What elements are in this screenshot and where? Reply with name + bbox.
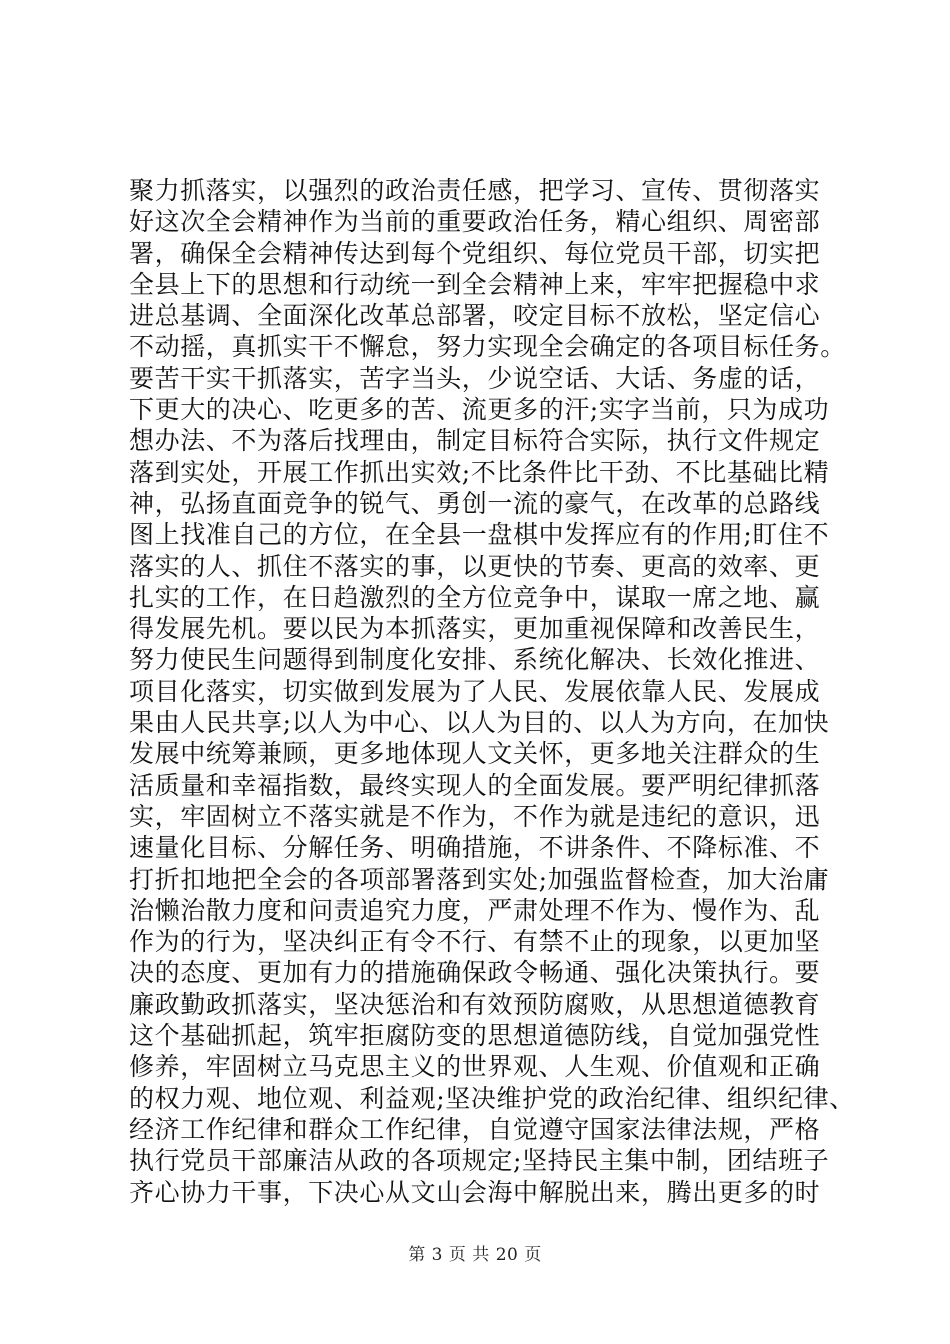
text-line: 得发展先机。要以民为本抓落实，更加重视保障和改善民生， [129,614,821,644]
text-line: 想办法、不为落后找理由，制定目标符合实际，执行文件规定 [129,426,821,456]
text-line: 聚力抓落实，以强烈的政治责任感，把学习、宣传、贯彻落实 [129,176,821,205]
body-text [129,175,855,1208]
text-line: 全县上下的思想和行动统一到全会精神上来，牢牢把握稳中求 [129,269,821,299]
text-line: 发展中统筹兼顾，更多地体现人文关怀，更多地关注群众的生 [129,739,821,769]
text-line: 决的态度、更加有力的措施确保政令畅通、强化决策执行。要 [129,958,821,988]
text-line: 实，牢固树立不落实就是不作为，不作为就是违纪的意识，迅 [129,801,821,831]
text-line: 修养，牢固树立马克思主义的世界观、人生观、价值观和正确 [129,1052,821,1082]
text-line: 不动摇，真抓实干不懈怠，努力实现全会确定的各项目标任务。 [129,332,846,362]
text-line: 努力使民生问题得到制度化安排、系统化解决、长效化推进、 [129,645,821,675]
text-line: 活质量和幸福指数，最终实现人的全面发展。要严明纪律抓落 [129,770,821,800]
text-line: 落到实处，开展工作抓出实效;不比条件比干劲、不比基础比精 [129,457,830,487]
text-line: 扎实的工作，在日趋激烈的全方位竞争中，谋取一席之地、赢 [129,582,821,612]
text-line: 署，确保全会精神传达到每个党组织、每位党员干部，切实把 [129,238,821,268]
text-line: 下更大的决心、吃更多的苦、流更多的汗;实字当前，只为成功 [129,395,830,425]
page-number-footer: 第 3 页 共 20 页 [408,1245,542,1265]
text-line: 神，弘扬直面竞争的锐气、勇创一流的豪气，在改革的总路线 [129,488,821,518]
text-line: 打折扣地把全会的各项部署落到实处;加强监督检查，加大治庸 [129,864,830,894]
text-line: 好这次全会精神作为当前的重要政治任务，精心组织、周密部 [129,207,821,237]
text-line: 这个基础抓起，筑牢拒腐防变的思想道德防线，自觉加强党性 [129,1021,821,1051]
text-line: 的权力观、地位观、利益观;坚决维护党的政治纪律、组织纪律、 [129,1083,855,1113]
text-line: 要苦干实干抓落实，苦字当头，少说空话、大话、务虚的话， [129,363,821,393]
text-line: 治懒治散力度和问责追究力度，严肃处理不作为、慢作为、乱 [129,895,821,925]
text-line: 进总基调、全面深化改革总部署，咬定目标不放松，坚定信心 [129,301,821,331]
text-line: 项目化落实，切实做到发展为了人民、发展依靠人民、发展成 [129,676,821,706]
text-line: 速量化目标、分解任务、明确措施，不讲条件、不降标准、不 [129,833,821,863]
text-line: 执行党员干部廉洁从政的各项规定;坚持民主集中制，团结班子 [129,1146,830,1176]
text-line: 果由人民共享;以人为中心、以人为目的、以人为方向，在加快 [129,708,830,738]
text-line: 经济工作纪律和群众工作纪律，自觉遵守国家法律法规，严格 [129,1114,821,1144]
text-line: 廉政勤政抓落实，坚决惩治和有效预防腐败，从思想道德教育 [129,989,821,1019]
text-line: 作为的行为，坚决纠正有令不行、有禁不止的现象，以更加坚 [129,927,821,957]
text-line: 落实的人、抓住不落实的事，以更快的节奏、更高的效率、更 [129,551,821,581]
text-line: 齐心协力干事，下决心从文山会海中解脱出来，腾出更多的时 [129,1177,821,1207]
text-line: 图上找准自己的方位，在全县一盘棋中发挥应有的作用;盯住不 [129,520,830,550]
